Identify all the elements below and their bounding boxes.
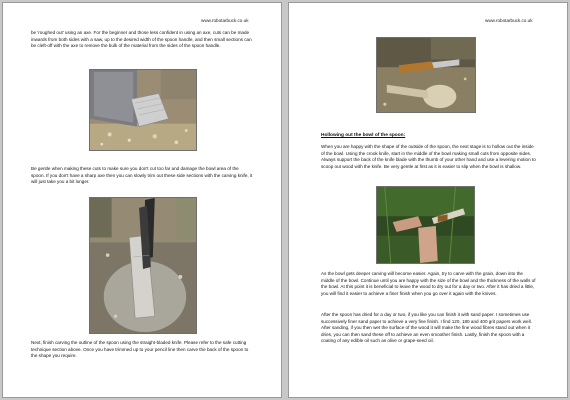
paragraph: be 'roughed out' using an axe. For the beginner and those less confident in using an axe, cuts can be made inwards from both sides with a saw, up to the desired width of the spoon handle, and then small sections can be cleft-off with the axe to remove the bulk of the material from the sides of the spoon handle. xyxy=(31,30,252,48)
axe-cutting-photo xyxy=(89,69,197,151)
paragraph: Be gentle when making these cuts to make sure you don't cut too far and damage the bowl area of the spoon. If you don't have a sharp axe then you can slowly trim out these side sections with the carving knife, it will just take you a bit longer. xyxy=(31,166,253,184)
paragraph: Next, finish carving the outline of the spoon using the straight-bladed knife. Please refer to the safe cutting technique section above. Once you have trimmed up to your pencil line then carve the back of the spoon to the shape you require. xyxy=(31,340,249,358)
hollowing-bowl-photo xyxy=(376,186,475,264)
paragraph: When you are happy with the shape of the outside of the spoon, the next stage is to hollow out the inside of the bowl. Using the crook knife, start in the middle of the bowl making small cuts from opposite sides. Always support the back of the knife blade with the thumb of your other hand and use a levering motion to scoop out wood with the knife. Be very gentle at first as it is easier to slip when the bowl is shallow. xyxy=(321,144,536,169)
carving-knife-photo xyxy=(89,197,197,334)
spoon-and-knife-photo xyxy=(376,37,476,113)
paragraph: After the spoon has dried for a day or two, if you like you can finish it with sand paper. I sometimes use successively finer sand paper to achieve a very fine finish. I find 120, 180 and 400 grit papers work well. After sanding, if you then wet the surface of the wood it will make the fine wood fibres stand out when it dries, you can then sand these off to achieve an even smoother finish. Lastly, finish the spoon with a coating of any edible oil such as olive or grape-seed oil. xyxy=(321,312,532,343)
left-page xyxy=(2,2,282,398)
section-heading: Hollowing out the bowl of the spoon: xyxy=(321,133,406,138)
right-page xyxy=(288,2,568,398)
site-url: www.robotarbuck.co.uk xyxy=(485,18,533,23)
site-url: www.robotarbuck.co.uk xyxy=(201,18,249,23)
paragraph: As the bowl gets deeper carving will become easier. Again, try to carve with the grain, down into the middle of the bowl. Continue until you are happy with the size of the bowl and the thickness of the walls of the bowl. At this point it is beneficial to leave the wood to dry out for a day or two. After it has dried a little, you will find it easier to achieve a finer finish when you go over it again with the knives. xyxy=(321,271,536,296)
